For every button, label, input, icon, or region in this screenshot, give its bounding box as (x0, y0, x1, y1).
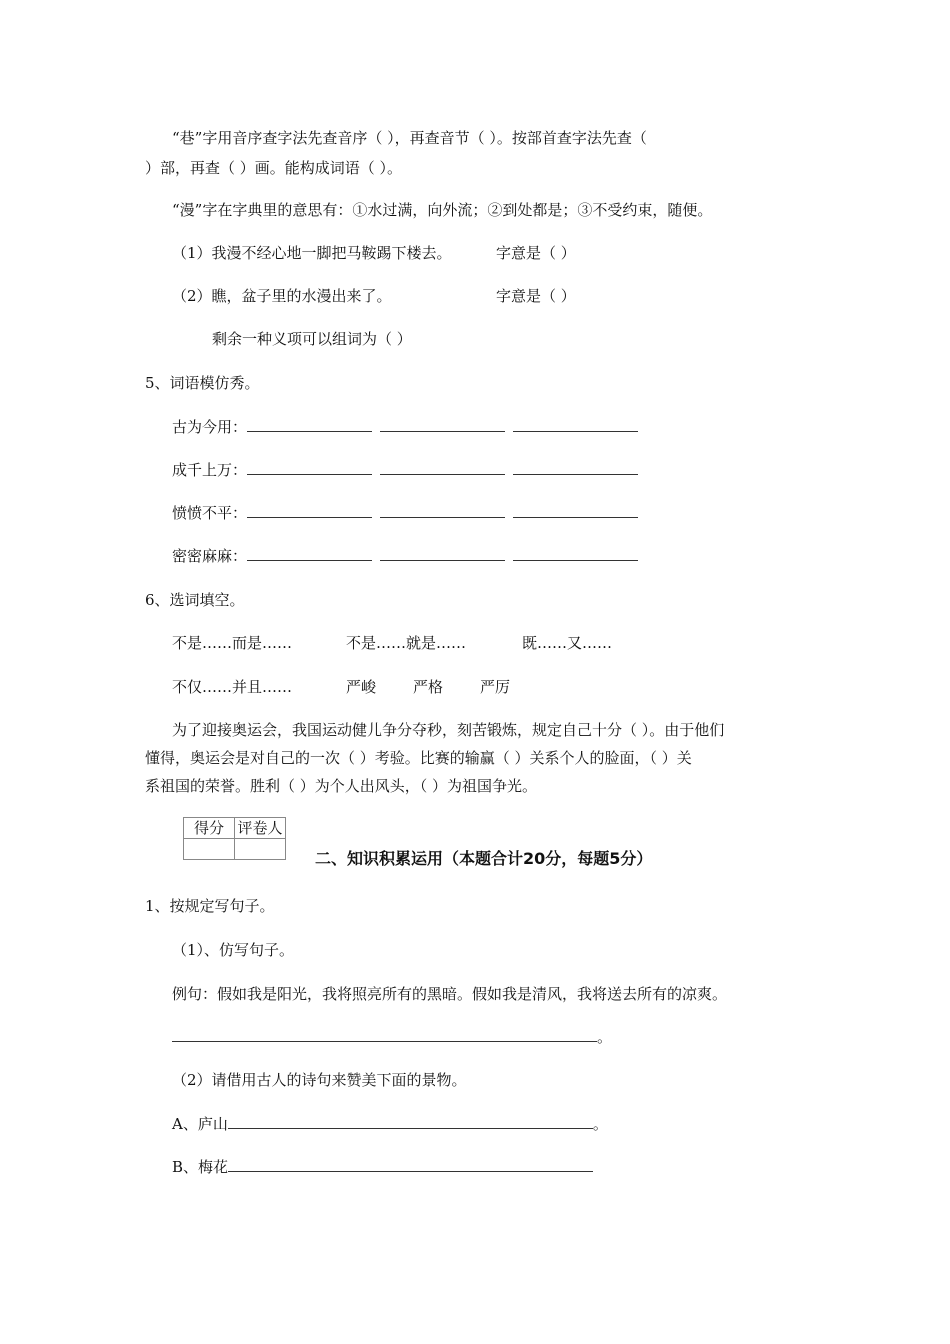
answer-blank[interactable] (228, 1114, 593, 1129)
q5-row-label: 愤愤不平： (172, 504, 248, 522)
answer-a-line (172, 1114, 608, 1134)
imitation-answer-line (172, 1027, 612, 1047)
q4-line-2: ）部，再查（ ）画。能构成词语（ ）。 (145, 159, 403, 177)
q5-row-label: 古为今用： (172, 418, 248, 436)
q6-option: 不是……而是…… (172, 634, 293, 652)
q5-row (172, 503, 638, 523)
q4-remain: 剩余一种义项可以组词为（ ） (212, 330, 412, 348)
s2-sub1: （1）、仿写句子。 (172, 941, 295, 959)
q6-option: 严厉 (480, 678, 511, 696)
s2-sub2: （2）请借用古人的诗句来赞美下面的景物。 (172, 1071, 467, 1089)
q6-option: 不仅……并且…… (172, 678, 293, 696)
s2-example: 例句：假如我是阳光，我将照亮所有的黑暗。假如我是清风，我将送去所有的凉爽。 (172, 985, 728, 1003)
answer-blank[interactable] (380, 460, 505, 475)
q6-option: 严峻 (346, 678, 377, 696)
period: 。 (592, 1115, 608, 1133)
answer-b-label: B、梅花 (172, 1158, 229, 1176)
grader-header: 评卷人 (235, 818, 286, 839)
score-cell[interactable] (184, 839, 235, 860)
q6-paragraph-line-1: 为了迎接奥运会，我国运动健儿争分夺秒，刻苦锻炼，规定自己十分（ ）。由于他们 (172, 721, 725, 739)
section-2-title: 二、知识积累运用（本题合计20分，每题5分） (315, 849, 653, 868)
answer-blank[interactable] (247, 503, 372, 518)
q4-item-1-text: （1）我漫不经心地一脚把马鞍踢下楼去。 (172, 244, 452, 262)
answer-blank[interactable] (380, 503, 505, 518)
answer-blank[interactable] (228, 1157, 593, 1172)
s2-q1-title: 1、按规定写句子。 (145, 897, 275, 915)
answer-blank[interactable] (380, 417, 505, 432)
q6-option: 严格 (413, 678, 444, 696)
answer-blank[interactable] (513, 417, 638, 432)
answer-a-label: A、庐山 (172, 1115, 228, 1133)
q4-meaning-line: “漫”字在字典里的意思有：①水过满，向外流；②到处都是；③不受约束，随便。 (172, 201, 713, 219)
answer-blank[interactable] (380, 546, 505, 561)
q5-title: 5、词语模仿秀。 (145, 374, 260, 392)
q6-title: 6、选词填空。 (145, 591, 245, 609)
q6-paragraph-line-2: 懂得，奥运会是对自己的一次（ ）考验。比赛的输赢（ ）关系个人的脸面，（ ）关 (145, 749, 692, 767)
score-table (183, 817, 286, 860)
q5-row-label: 密密麻麻： (172, 547, 248, 565)
q6-option: 不是……就是…… (346, 634, 467, 652)
answer-blank[interactable] (247, 460, 372, 475)
answer-blank[interactable] (247, 417, 372, 432)
answer-b-line (172, 1157, 593, 1177)
score-header: 得分 (184, 818, 235, 839)
q6-paragraph-line-3: 系祖国的荣誉。胜利（ ）为个人出风头，（ ）为祖国争光。 (145, 777, 538, 795)
answer-blank[interactable] (513, 546, 638, 561)
period: 。 (597, 1028, 613, 1046)
answer-blank[interactable] (172, 1027, 597, 1042)
q4-item-1-answer: 字意是（ ） (496, 244, 576, 262)
q5-row-label: 成千上万： (172, 461, 248, 479)
answer-blank[interactable] (513, 503, 638, 518)
q5-row (172, 546, 638, 566)
q5-row (172, 417, 638, 437)
q4-line-1: “巷”字用音序查字法先查音序（ ），再查音节（ ）。按部首查字法先查（ (172, 129, 647, 147)
q5-row (172, 460, 638, 480)
answer-blank[interactable] (247, 546, 372, 561)
q4-item-2-answer: 字意是（ ） (496, 287, 576, 305)
answer-blank[interactable] (513, 460, 638, 475)
q4-item-2-text: （2）瞧，盆子里的水漫出来了。 (172, 287, 392, 305)
q6-option: 既……又…… (522, 634, 613, 652)
grader-cell[interactable] (235, 839, 286, 860)
